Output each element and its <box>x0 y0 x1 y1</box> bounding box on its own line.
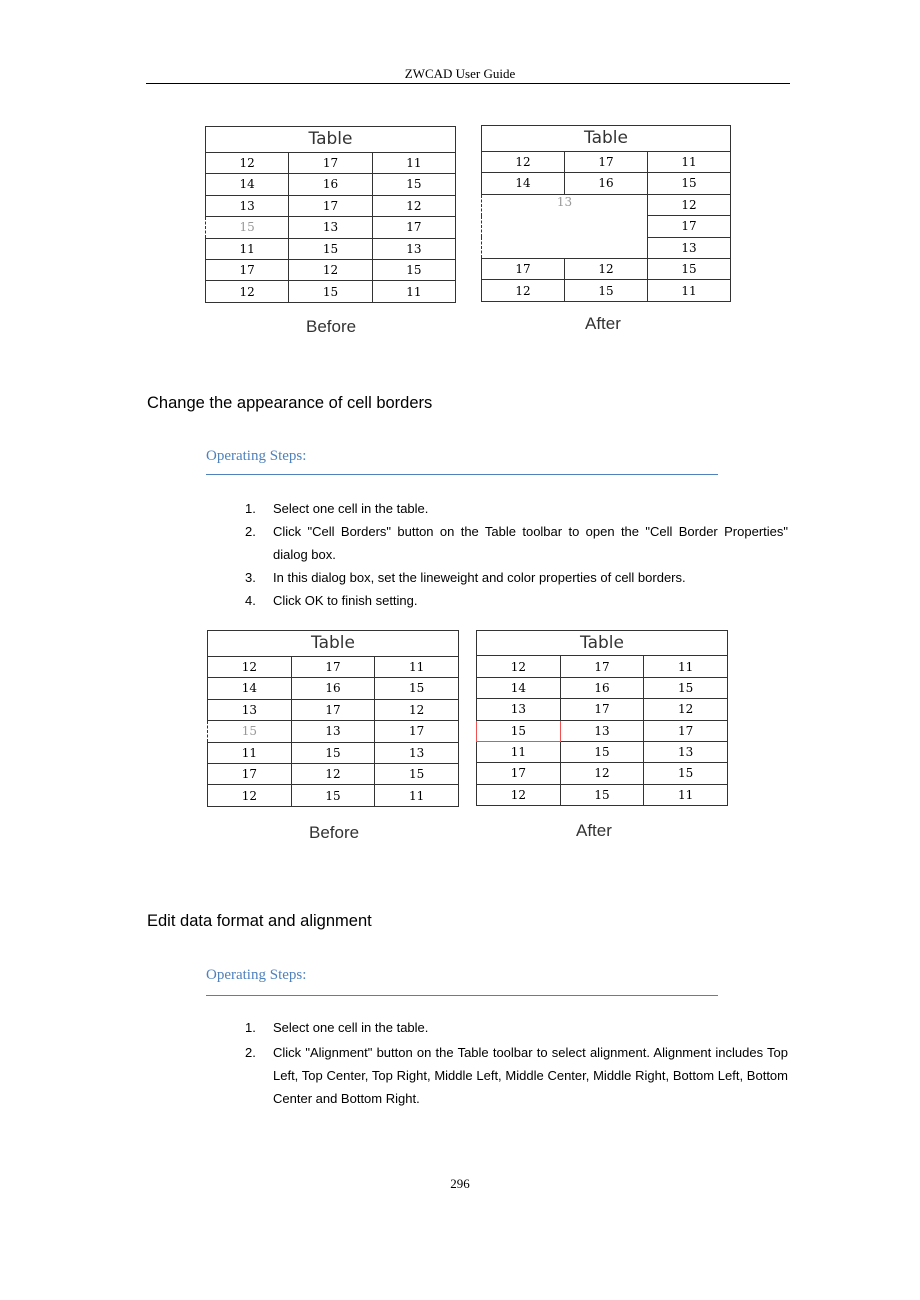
table-cell: 11 <box>477 741 561 762</box>
table-cell: 17 <box>644 720 728 741</box>
table-cell: 16 <box>291 678 375 699</box>
table-cell: 15 <box>375 764 459 785</box>
table-cell: 11 <box>375 656 459 677</box>
table-row <box>206 174 456 195</box>
table-cell: 12 <box>482 151 565 172</box>
table-cell: 11 <box>206 238 289 259</box>
table-cell: 15 <box>206 217 289 238</box>
table-cell: 16 <box>565 173 648 194</box>
highlighted-cell: 15 <box>477 720 561 741</box>
table-cell: 11 <box>372 281 455 303</box>
table-row <box>206 217 456 238</box>
table-cell: 17 <box>375 721 459 742</box>
table-cell: 17 <box>208 764 292 785</box>
table-cell: 15 <box>648 173 731 194</box>
table-cell: 12 <box>644 699 728 720</box>
table-cell: 15 <box>289 238 372 259</box>
step-text: In this dialog box, set the lineweight and color properties of cell borders. <box>273 570 686 585</box>
table-row <box>482 173 731 194</box>
table-row <box>206 281 456 303</box>
table-title: Table <box>206 127 456 153</box>
table-cell: 12 <box>372 195 455 216</box>
table-cell: 17 <box>477 763 561 784</box>
step-number: 2. <box>245 1045 256 1060</box>
table-cell: 15 <box>565 280 648 302</box>
table-cell: 16 <box>560 677 644 698</box>
table-cell: 15 <box>291 785 375 807</box>
table-cell: 17 <box>372 217 455 238</box>
page-number: 296 <box>450 1176 470 1191</box>
table-cell: 11 <box>372 152 455 173</box>
table-row <box>482 259 731 280</box>
table-cell: 17 <box>291 699 375 720</box>
table-cell: 15 <box>291 742 375 763</box>
table-cell: 14 <box>477 677 561 698</box>
table-cell: 12 <box>477 656 561 677</box>
after-caption: After <box>576 821 612 840</box>
step-number: 4. <box>245 593 256 608</box>
step-number: 2. <box>245 524 256 539</box>
table-cell: 17 <box>291 656 375 677</box>
after-caption: After <box>585 314 621 333</box>
table-cell: 11 <box>208 742 292 763</box>
table-cell: 15 <box>560 784 644 805</box>
table-row <box>477 720 728 741</box>
table-title: Table <box>482 126 731 152</box>
table-cell: 11 <box>644 656 728 677</box>
table-cell: 12 <box>289 260 372 281</box>
table-title: Table <box>208 631 459 657</box>
table-cell: 17 <box>289 152 372 173</box>
table-row <box>477 784 728 805</box>
table-cell: 13 <box>644 741 728 762</box>
table-row <box>477 677 728 698</box>
section-heading: Edit data format and alignment <box>147 912 372 930</box>
table-cell: 13 <box>208 699 292 720</box>
table-cell: 15 <box>372 260 455 281</box>
table-cell: 13 <box>648 237 731 258</box>
step-number: 1. <box>245 501 256 516</box>
before-caption: Before <box>309 823 360 842</box>
table-cell: 12 <box>208 656 292 677</box>
table-row <box>208 678 459 699</box>
table-cell: 15 <box>372 174 455 195</box>
table-row <box>477 656 728 677</box>
table-cell: 12 <box>482 280 565 302</box>
table-row <box>208 699 459 720</box>
table-cell: 15 <box>208 721 292 742</box>
table-cell: 12 <box>375 699 459 720</box>
step-text: Select one cell in the table. <box>273 1020 429 1035</box>
table-cell: 12 <box>291 764 375 785</box>
table-row <box>477 699 728 720</box>
table-cell: 15 <box>644 763 728 784</box>
table-cell: 12 <box>648 194 731 215</box>
table-cell: 15 <box>289 281 372 303</box>
step-text: Click "Alignment" button on the Table toolbar to select alignment. Alignment includes Top Left, Top Center, Top Right, Middle Left, Middle Center, Middle Right, Bottom Left, Bottom Center and Bottom Right. <box>273 1045 788 1106</box>
table-cell: 13 <box>560 720 644 741</box>
operating-steps-rule <box>206 474 718 475</box>
table-cell: 14 <box>208 678 292 699</box>
table-row <box>208 721 459 742</box>
step-text: Click OK to finish setting. <box>273 593 418 608</box>
table-cell: 14 <box>482 173 565 194</box>
table-cell: 16 <box>289 174 372 195</box>
table-row <box>208 764 459 785</box>
after-table-merge <box>481 125 731 302</box>
table-cell: 13 <box>477 699 561 720</box>
table-cell: 12 <box>208 785 292 807</box>
table-cell: 15 <box>648 259 731 280</box>
table-row <box>477 763 728 784</box>
before-caption: Before <box>306 317 357 336</box>
table-cell: 15 <box>375 678 459 699</box>
before-table-border <box>207 630 459 807</box>
table-cell: 12 <box>206 152 289 173</box>
table-cell: 17 <box>289 195 372 216</box>
table-cell: 12 <box>560 763 644 784</box>
table-cell: 17 <box>565 151 648 172</box>
table-row <box>208 742 459 763</box>
table-row <box>482 194 731 215</box>
table-cell: 12 <box>206 281 289 303</box>
table-cell: 12 <box>477 784 561 805</box>
table-cell: 13 <box>206 195 289 216</box>
table-cell: 13 <box>289 217 372 238</box>
step-number: 1. <box>245 1020 256 1035</box>
table-cell: 17 <box>482 259 565 280</box>
table-cell: 17 <box>560 656 644 677</box>
table-cell: 15 <box>560 741 644 762</box>
table-cell: 13 <box>375 742 459 763</box>
merged-cell: 13 <box>482 194 648 258</box>
table-row <box>206 195 456 216</box>
table-row <box>208 785 459 807</box>
header-rule <box>146 83 790 84</box>
table-row <box>477 741 728 762</box>
operating-steps-label: Operating Steps: <box>206 967 307 983</box>
table-title: Table <box>477 631 728 656</box>
table-cell: 13 <box>291 721 375 742</box>
table-cell: 17 <box>560 699 644 720</box>
before-table-merge <box>205 126 456 303</box>
table-cell: 13 <box>372 238 455 259</box>
table-cell: 11 <box>648 280 731 302</box>
table-cell: 15 <box>644 677 728 698</box>
table-row <box>206 152 456 173</box>
table-cell: 17 <box>206 260 289 281</box>
table-row <box>482 151 731 172</box>
table-cell: 11 <box>644 784 728 805</box>
step-text: Select one cell in the table. <box>273 501 429 516</box>
table-cell: 11 <box>375 785 459 807</box>
step-text: Click "Cell Borders" button on the Table toolbar to open the "Cell Border Properties" dialog box. <box>273 524 788 562</box>
table-cell: 17 <box>648 216 731 237</box>
table-row <box>208 656 459 677</box>
table-cell: 12 <box>565 259 648 280</box>
table-cell: 14 <box>206 174 289 195</box>
section-heading: Change the appearance of cell borders <box>147 394 433 412</box>
table-cell: 11 <box>648 151 731 172</box>
operating-steps-rule <box>206 995 718 996</box>
table-row <box>482 280 731 302</box>
operating-steps-label: Operating Steps: <box>206 448 307 464</box>
table-row <box>206 238 456 259</box>
step-number: 3. <box>245 570 256 585</box>
after-table-border <box>476 630 728 806</box>
running-header: ZWCAD User Guide <box>404 66 516 81</box>
table-row <box>206 260 456 281</box>
